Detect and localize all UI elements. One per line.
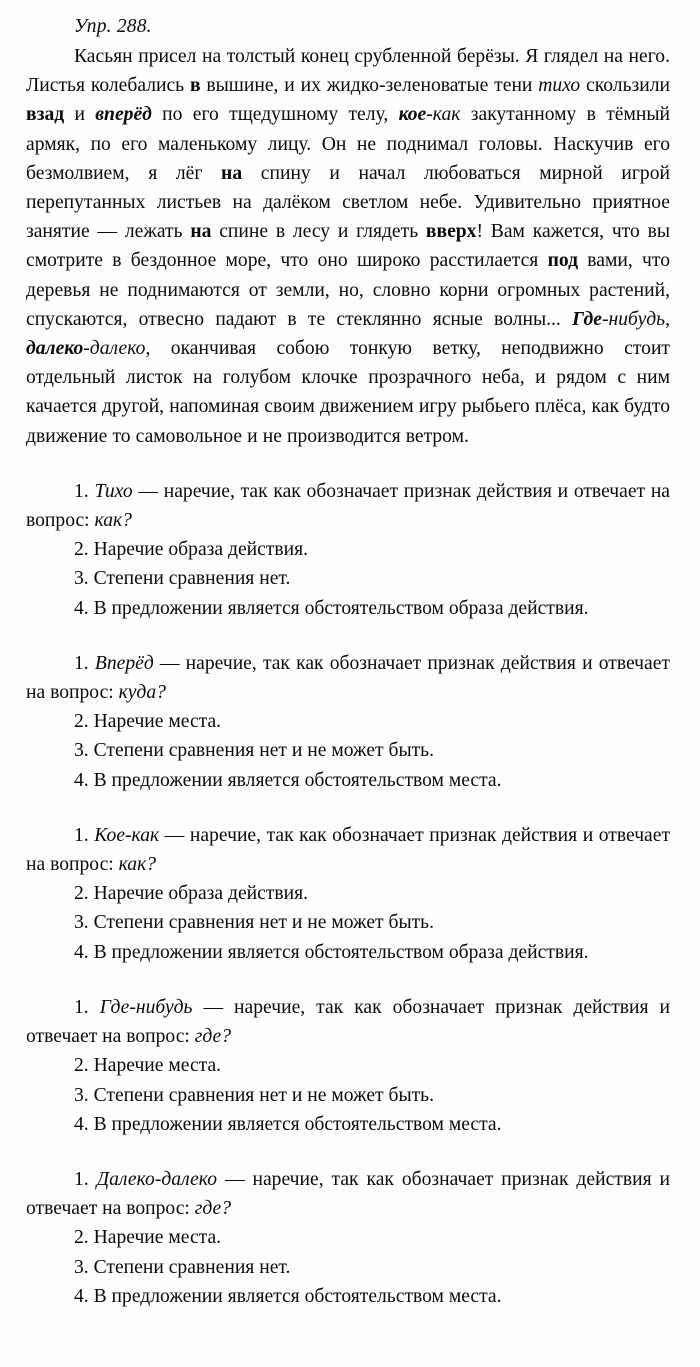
text-run: 3. Степени сравнения нет и не может быть. [74, 912, 435, 934]
main-text-paragraph [26, 42, 670, 451]
text-run: 1. [74, 480, 95, 502]
text-run: спине в лесу и глядеть [211, 221, 426, 243]
text-run: спину и начал любоваться мирной игрой перепутанных листьев на далёком светлом небе. Удивительно приятное занятие — лежать [26, 162, 670, 243]
text-run: 4. В предложении является обстоятельством места. [74, 1285, 502, 1307]
text-run: 1. [74, 824, 95, 846]
italic-run: как? [118, 854, 157, 876]
bold-run: на [190, 221, 212, 243]
text-run: 4. В предложении является обстоятельством места. [74, 1113, 502, 1135]
analysis-line [26, 938, 670, 967]
text-run: 3. Степени сравнения нет и не может быть. [74, 1084, 435, 1106]
paragraph-spacer [26, 451, 670, 477]
text-run: 3. Степени сравнения нет. [74, 1256, 291, 1278]
text-run: и [64, 104, 96, 126]
analysis-line [26, 1081, 670, 1110]
paragraph-spacer [26, 623, 670, 649]
analysis-line [26, 1051, 670, 1080]
text-run: 2. Наречие образа действия. [74, 883, 309, 905]
bold-run: вверх [425, 221, 477, 243]
analysis-line [26, 736, 670, 765]
analysis-line [26, 766, 670, 795]
exercise-title: Упр. 288. [74, 16, 152, 37]
text-run: Касьян присел на толстый конец срубленной берёзы. Я глядел на него. Листья колебались [26, 46, 670, 97]
text-run: ! Вам кажется, что вы смотрите в бездонное море, что оно широко расстилается [26, 221, 670, 272]
bold-italic-run: далеко [26, 338, 84, 360]
bold-italic-run: вперёд [95, 104, 152, 126]
bold-italic-run: кое [398, 104, 427, 126]
bold-run: под [547, 250, 579, 272]
italic-run: тихо [538, 75, 581, 97]
italic-run: где? [194, 1198, 232, 1220]
text-run: — наречие, так как обозначает признак действия и отвечает на вопрос: [26, 652, 670, 704]
text-run: , [665, 308, 670, 330]
analysis-line [26, 879, 670, 908]
italic-run: куда? [118, 682, 166, 704]
text-run: — наречие, так как обозначает признак действия и отвечает на вопрос: [26, 824, 671, 876]
text-run: 1. [74, 996, 100, 1018]
analysis-line [26, 535, 670, 564]
analysis-line [26, 707, 670, 736]
text-run: закутанному в тёмный армяк, по его маленькому лицу. Он не поднимал головы. Наскучив его безмолвием, я лёг [26, 104, 670, 184]
italic-run: Вперёд [94, 652, 154, 674]
analysis-line [26, 1253, 670, 1282]
text-run: 1. [74, 1168, 97, 1190]
text-run: — наречие, так как обозначает признак действия и отвечает на вопрос: [26, 480, 671, 532]
text-run: 2. Наречие образа действия. [74, 539, 309, 561]
italic-run: -нибудь [601, 308, 666, 330]
analysis-block-2 [26, 821, 670, 967]
text-run: 2. Наречие места. [74, 711, 222, 733]
analysis-block-1 [26, 649, 670, 795]
italic-run: где? [194, 1026, 232, 1048]
text-run: 1. [74, 652, 95, 674]
paragraph-spacer [26, 967, 670, 993]
analysis-line [26, 477, 670, 535]
italic-run: Кое-как [94, 824, 160, 846]
paragraph-spacer [26, 1139, 670, 1165]
analysis-block-0 [26, 477, 670, 623]
text-run: 4. В предложении является обстоятельством образа действия. [74, 597, 589, 619]
analysis-line [26, 1165, 670, 1223]
text-run: 4. В предложении является обстоятельством образа действия. [74, 941, 589, 963]
text-run: по его тщедушному телу, [151, 104, 399, 126]
italic-run: Далеко-далеко [96, 1168, 218, 1190]
text-run: — наречие, так как обозначает признак действия и отвечает на вопрос: [26, 1168, 670, 1220]
analysis-line [26, 564, 670, 593]
analysis-block-3 [26, 993, 670, 1139]
analysis-line [26, 649, 670, 707]
bold-run: на [221, 162, 243, 184]
bold-italic-run: Где [572, 308, 602, 330]
bold-run: взад [26, 104, 65, 126]
italic-run: -далеко [83, 338, 146, 360]
analysis-line [26, 821, 670, 879]
bold-run: в [189, 75, 201, 97]
analysis-line [26, 1223, 670, 1252]
paragraph-spacer [26, 795, 670, 821]
italic-run: как? [94, 510, 132, 532]
text-run: , оканчивая собою тонкую ветку, неподвижно стоит отдельный листок на голубом клочке прозрачного неба, и рядом с ним качается другой, напоминая своим движением игру рыбьего плёса, как будто движение то самовольное и не производится ветром. [26, 338, 670, 447]
analysis-line [26, 908, 670, 937]
italic-run: Где-нибудь [99, 996, 193, 1018]
text-run: скользили [580, 75, 670, 97]
text-run: 2. Наречие места. [74, 1227, 222, 1249]
analysis-line [26, 594, 670, 623]
text-run: — наречие, так как обозначает признак действия и отвечает на вопрос: [26, 996, 671, 1048]
text-run: 2. Наречие места. [74, 1055, 222, 1077]
text-run: 4. В предложении является обстоятельством места. [74, 769, 502, 791]
text-run: вами, что деревья не поднимаются от земли, но, словно корни огромных растений, спускаются, отвесно падают в те стеклянно ясные волны... [26, 250, 670, 330]
analysis-line [26, 1282, 670, 1311]
italic-run: Тихо [94, 480, 133, 502]
analysis-line [26, 993, 670, 1051]
text-run: вышине, и их жидко-зеленоватые тени [200, 75, 539, 97]
italic-run: -как [426, 104, 461, 126]
analysis-block-4 [26, 1165, 670, 1311]
text-run: 3. Степени сравнения нет. [74, 568, 291, 590]
text-run: 3. Степени сравнения нет и не может быть. [74, 740, 435, 762]
analysis-line [26, 1110, 670, 1139]
